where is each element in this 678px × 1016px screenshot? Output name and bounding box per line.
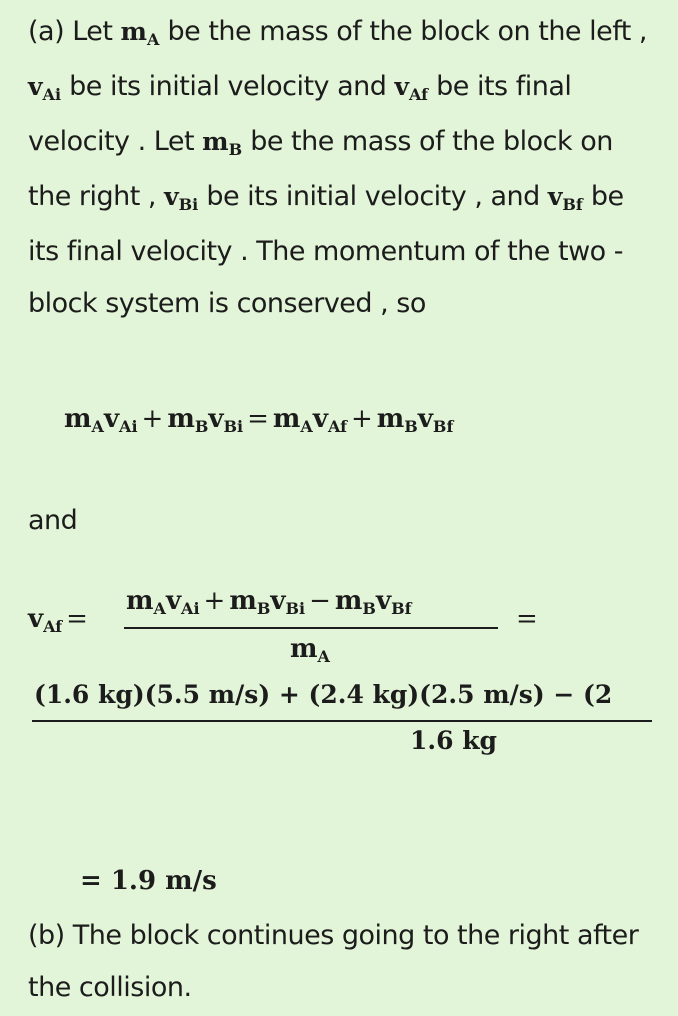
part-a-text-7: be its final velocity . The momentum of the two -block system is conserved , so <box>28 181 624 319</box>
part-b-paragraph: (b) The block continues going to the right after the collision. <box>28 920 639 1003</box>
solve-trailing-equals: = <box>516 604 538 634</box>
symbol-v-bf: $v_{Bf}$ <box>547 182 583 214</box>
numeric-fraction-bar <box>32 720 652 722</box>
symbol-m-b: $m_B$ <box>202 127 243 159</box>
symbol-v-bi: $v_{Bi}$ <box>164 182 199 214</box>
part-a-text-4: be its final velocity . Let <box>28 71 572 157</box>
symbol-m-a: $m_A$ <box>120 17 160 49</box>
part-a-text-1: (a) Let <box>28 16 121 47</box>
solve-fraction-bar <box>124 627 498 629</box>
momentum-equation: mAvAi + mBvBi = mAvAf + mBvBf <box>64 404 454 436</box>
v-af-lhs: vAf = <box>28 604 88 636</box>
symbol-v-ai: $v_{Ai}$ <box>28 72 62 104</box>
result-value: = 1.9 m/s <box>80 866 217 896</box>
numeric-denominator: 1.6 kg <box>410 726 497 755</box>
solve-numerator: mAvAi + mBvBi − mBvBf <box>126 586 412 618</box>
part-a-text-5: be the mass of the block on the right , <box>28 126 613 212</box>
and-word: and <box>28 505 78 536</box>
symbol-v-af: $v_{Af}$ <box>394 72 429 104</box>
part-a-text-6: be its initial velocity , and <box>198 181 548 212</box>
numeric-numerator: (1.6 kg)(5.5 m/s) + (2.4 kg)(2.5 m/s) − (2 <box>34 680 613 709</box>
part-a-text-2: be the mass of the block on the left , <box>159 16 648 47</box>
part-a-paragraph <box>28 6 658 330</box>
part-a-text-3: be its initial velocity and <box>61 71 395 102</box>
solve-denominator: mA <box>290 634 330 666</box>
